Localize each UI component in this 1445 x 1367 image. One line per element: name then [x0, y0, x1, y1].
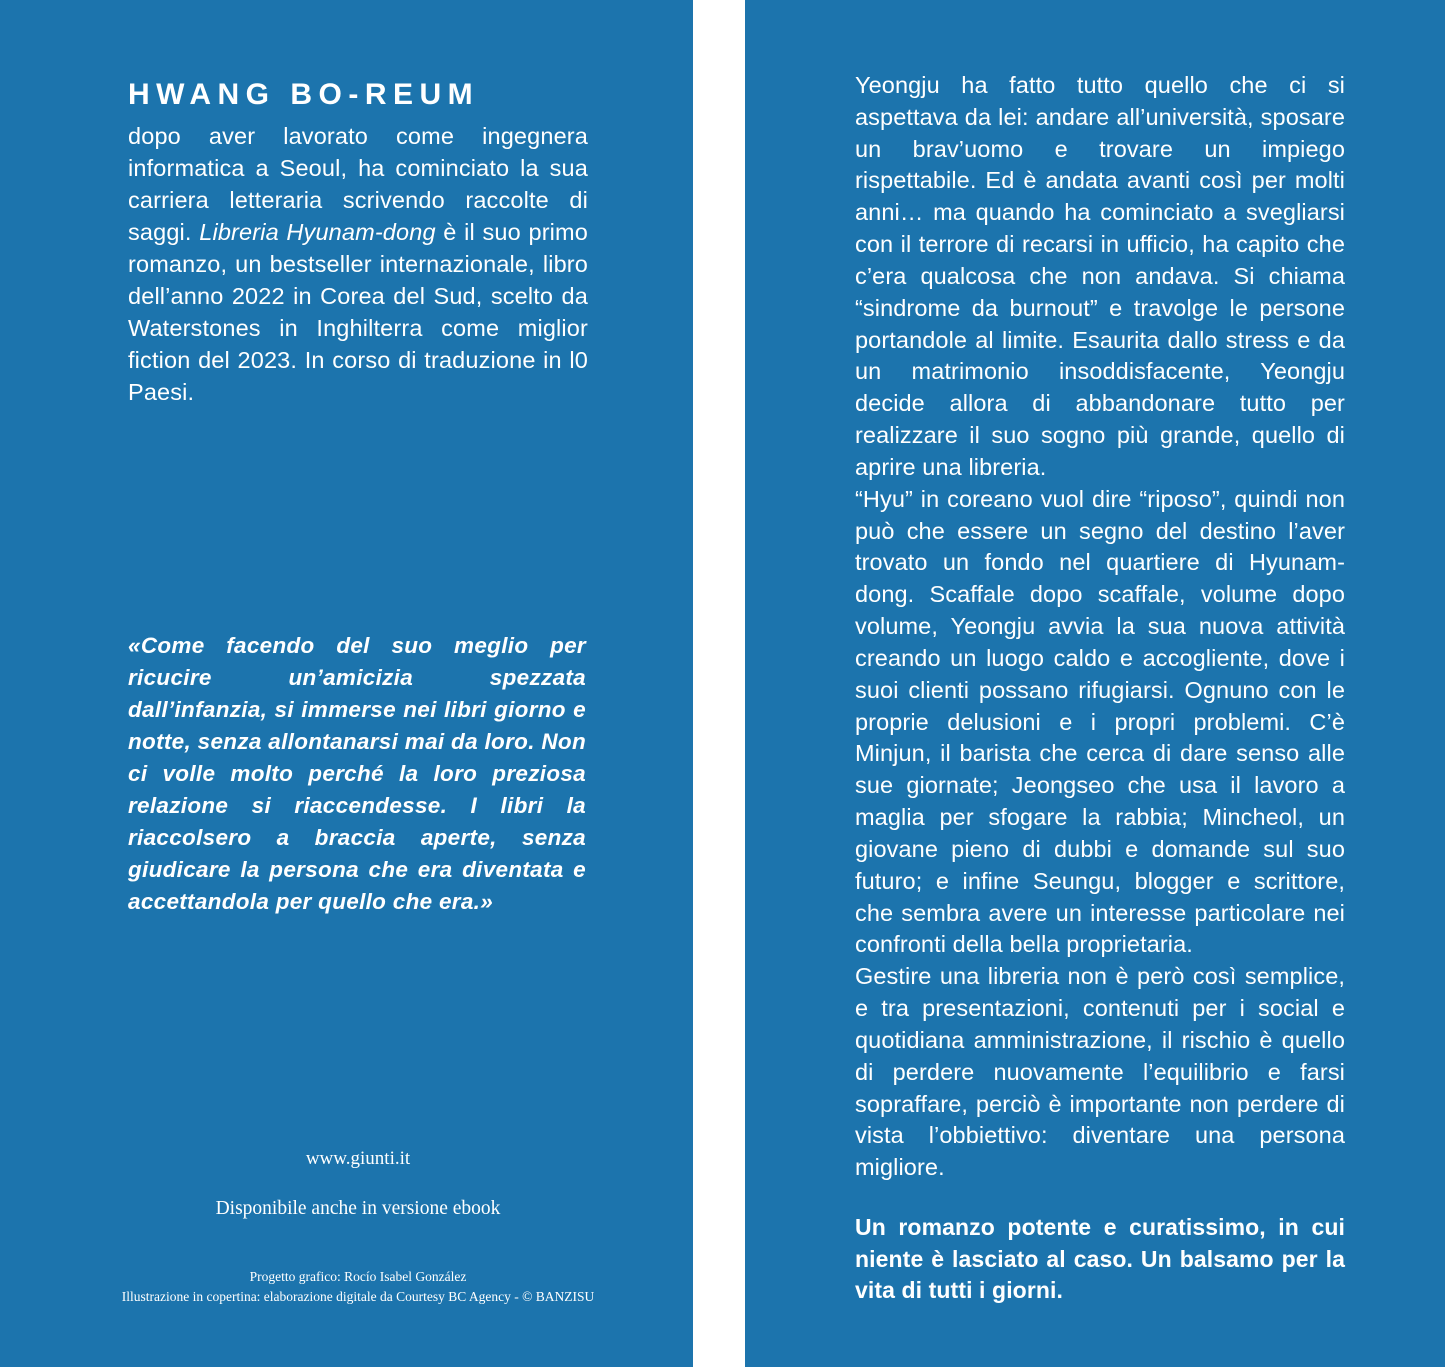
- back-cover-content: [121, 0, 595, 1367]
- author-name: HWANG BO-REUM: [128, 78, 480, 111]
- author-bio-part2: è il suo primo romanzo, un bestseller internazionale, libro dell’anno 2022 in Corea del Sud, scelto da Waterstones in Inghilterra come miglior fiction del 2023. In corso di traduzione in l0 Paesi.: [128, 218, 588, 405]
- spine-gap: [693, 0, 745, 1367]
- ebook-availability-note: Disponibile anche in versione ebook: [215, 1198, 501, 1219]
- blurb-paragraph-3: Gestire una libreria non è però così semplice, e tra presentazioni, contenuti per i social e quotidiana amministrazione, il rischio è quello di perdere nuovamente l’equilibrio e farsi sopraffare, perciò è importante non perdere di vista l’obbiettivo: diventare una persona migliore.: [855, 963, 1345, 1181]
- publisher-website[interactable]: www.giunti.it: [305, 1148, 411, 1169]
- credit-cover-illustration: Illustrazione in copertina: elaborazione digitale da Courtesy BC Agency - © BANZISU: [121, 1288, 595, 1304]
- author-bio: [128, 121, 588, 409]
- credit-graphic-design: Progetto grafico: Rocío Isabel González: [249, 1269, 467, 1284]
- blurb-highlight: Un romanzo potente e curatissimo, in cui niente è lasciato al caso. Un balsamo per la vita di tutti i giorni.: [855, 1213, 1345, 1304]
- author-bio-part1: dopo aver lavorato come ingegnera informatica a Seoul, ha cominciato la sua carriera letteraria scrivendo raccolte di saggi.: [128, 123, 588, 245]
- blurb-paragraph-1: Yeongju ha fatto tutto quello che ci si aspettava da lei: andare all’università, sposare un brav’uomo e trovare un impiego rispettabile. Ed è andata avanti così per molti anni… ma quando ha cominciato a svegliarsi con il terrore di recarsi in ufficio, ha capito che c’era qualcosa che non andava. Si chiama “sindrome da burnout” e travolge le persone portandole al limite. Esaurita dallo stress e da un matrimonio insoddisfacente, Yeongju decide allora di abbandonare tutto per realizzare il suo sogno più grande, quello di aprire una libreria.: [855, 72, 1345, 480]
- blurb-paragraph-2: “Hyu” in coreano vuol dire “riposo”, quindi non può che essere un segno del destino l’aver trovato un fondo nel quartiere di Hyunam-dong. Scaffale dopo scaffale, volume dopo volume, Yeongju avvia la sua nuova attività creando un luogo caldo e accogliente, dove i suoi clienti possano rifugiarsi. Ognuno con le proprie delusioni e i propri problemi. C’è Minjun, il barista che cerca di dare senso alle sue giornate; Jeongseo che usa il lavoro a maglia per sfogare la rabbia; Mincheol, un giovane pieno di dubbi e domande sul suo futuro; e infine Seungu, blogger e scrittore, che sembra avere un interesse particolare nei confronti della bella proprietaria.: [855, 485, 1345, 958]
- flap-panel: [745, 0, 1445, 1367]
- pull-quote: «Come facendo del suo meglio per ricucire un’amicizia spezzata dall’infanzia, si immerse nei libri giorno e notte, senza allontanarsi mai da loro. Non ci volle molto perché la loro preziosa relazione si riaccendesse. I libri la riaccolsero a braccia aperte, senza giudicare la persona che era diventata e accettandola per quello che era.»: [128, 633, 586, 914]
- book-title-italic: Libreria Hyunam-dong: [199, 218, 436, 245]
- blurb-content: [855, 70, 1345, 1307]
- production-credits: [93, 1267, 623, 1306]
- back-cover-panel: [0, 0, 693, 1367]
